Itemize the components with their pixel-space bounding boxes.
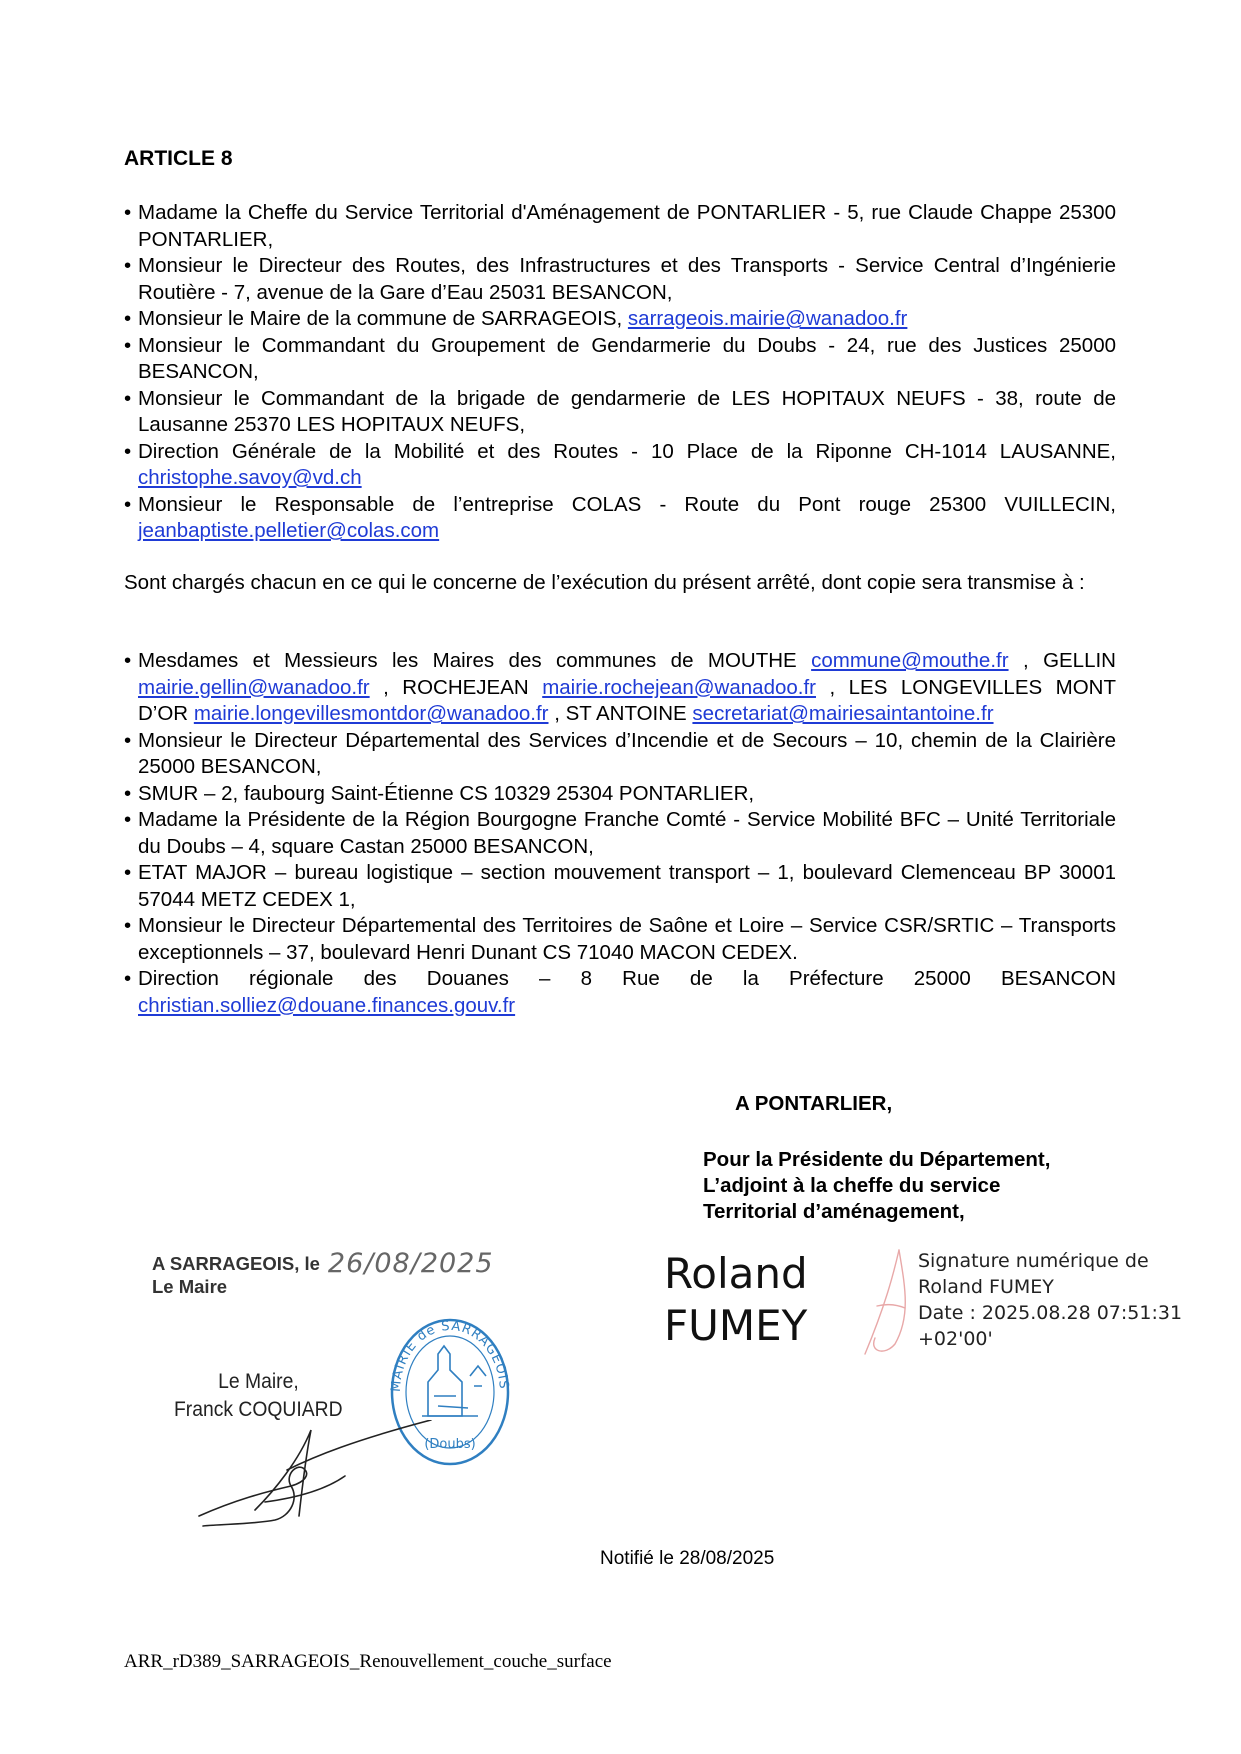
digital-signature-last-name: FUMEY — [664, 1301, 808, 1350]
list-item: • Monsieur le Commandant de la brigade de gendarmerie de LES HOPITAUX NEUFS - 38, route de Lausanne 25370 LES HOPITAUX NEUFS, — [124, 386, 1116, 439]
list-item: • Direction Générale de la Mobilité et des Routes - 10 Place de la Riponne CH-1014 LAUSANNE, christophe.savoy@vd.ch — [124, 439, 1116, 492]
list-item: • Monsieur le Responsable de l’entreprise COLAS - Route du Pont rouge 25300 VUILLECIN, jeanbaptiste.pelletier@colas.com — [124, 492, 1116, 545]
signing-place: A PONTARLIER, — [735, 1092, 893, 1115]
email-link[interactable]: sarrageois.mairie@wanadoo.fr — [627, 307, 908, 330]
list-item: • Monsieur le Directeur Départemental des Territoires de Saône et Loire – Service CSR/SRTIC – Transports exceptionnels – 37, boulevard Henri Dunant CS 71040 MACON CEDEX. — [124, 913, 1116, 966]
stamp-top-text: MAIRIE de SARRAGEOIS — [388, 1318, 512, 1393]
signature-watermark-icon — [855, 1246, 915, 1358]
mayor-signature-block — [174, 1368, 343, 1424]
handwritten-signature — [195, 1420, 435, 1540]
list-item: • Monsieur le Directeur des Routes, des Infrastructures et des Transports - Service Central d’Ingénierie Routière - 7, avenue de la Gare d’Eau 25031 BESANCON, — [124, 253, 1116, 306]
digital-signature-info: Signature numérique de Roland FUMEY Date : 2025.08.28 07:51:31 +02'00' — [918, 1250, 1183, 1350]
stamp-bottom-text: (Doubs) — [424, 1437, 476, 1452]
article-heading: ARTICLE 8 — [124, 147, 233, 170]
mayor-date-line — [152, 1248, 494, 1279]
mayor-signature-title: Le Maire, — [218, 1370, 299, 1393]
notification-date: Notifié le 28/08/2025 — [600, 1548, 775, 1569]
email-link[interactable]: mairie.gellin@wanadoo.fr — [138, 675, 370, 699]
list-item: • Madame la Cheffe du Service Territorial d'Aménagement de PONTARLIER - 5, rue Claude Chappe 25300 PONTARLIER, — [124, 200, 1116, 253]
list-item: • SMUR – 2, faubourg Saint-Étienne CS 10329 25304 PONTARLIER, — [124, 781, 1116, 808]
mayor-signature-name: Franck COQUIARD — [174, 1398, 343, 1421]
list-item: • Direction régionale des Douanes – 8 Rue de la Préfecture 25000 BESANCON christian.solliez@douane.finances.gouv.fr — [124, 966, 1116, 1019]
digital-signature-first-name: Roland — [664, 1249, 808, 1298]
list-item: • Monsieur le Maire de la commune de SARRAGEOIS, sarrageois.mairie@wanadoo.fr — [124, 306, 1116, 333]
copy-recipients-list — [124, 648, 1116, 1019]
signer-line: L’adjoint à la cheffe du service — [703, 1174, 1001, 1197]
signer-block — [703, 1147, 1050, 1225]
list-item: • ETAT MAJOR – bureau logistique – section mouvement transport – 1, boulevard Clemenceau BP 30001 57044 METZ CEDEX 1, — [124, 860, 1116, 913]
footer-reference: ARR_rD389_SARRAGEOIS_Renouvellement_couche_surface — [124, 1651, 612, 1672]
email-link[interactable]: christian.solliez@douane.finances.gouv.fr — [138, 993, 516, 1017]
digital-signature-name — [664, 1248, 808, 1352]
list-item: • Monsieur le Commandant du Groupement de Gendarmerie du Doubs - 24, rue des Justices 25000 BESANCON, — [124, 333, 1116, 386]
recipients-list — [124, 200, 1116, 545]
signer-line: Pour la Présidente du Département, — [703, 1148, 1051, 1171]
mayor-date-prefix: A SARRAGEOIS, le — [152, 1253, 320, 1274]
list-item: • Mesdames et Messieurs les Maires des communes de MOUTHE commune@mouthe.fr , GELLIN mairie.gellin@wanadoo.fr , ROCHEJEAN mairie.rochejean@wanadoo.fr , LES LONGEVILLES MONT D’OR mairie.longevillesmontdor@wanadoo.fr , ST ANTOINE secretariat@mairiesaintantoine.fr — [124, 648, 1116, 728]
email-link[interactable]: christophe.savoy@vd.ch — [138, 466, 362, 489]
handwritten-date: 26/08/2025 — [327, 1248, 494, 1279]
email-link[interactable]: secretariat@mairiesaintantoine.fr — [692, 702, 994, 725]
email-link[interactable]: mairie.longevillesmontdor@wanadoo.fr — [193, 702, 549, 725]
list-item: • Monsieur le Directeur Départemental des Services d’Incendie et de Secours – 10, chemin de la Clairière 25000 BESANCON, — [124, 728, 1116, 781]
email-link[interactable]: commune@mouthe.fr — [811, 649, 1009, 672]
execution-paragraph: Sont chargés chacun en ce qui le concerne de l’exécution du présent arrêté, dont copie sera transmise à : — [124, 571, 1085, 594]
list-item: • Madame la Présidente de la Région Bourgogne Franche Comté - Service Mobilité BFC – Unité Territoriale du Doubs – 4, square Castan 25000 BESANCON, — [124, 807, 1116, 860]
email-link[interactable]: mairie.rochejean@wanadoo.fr — [542, 675, 816, 699]
email-link[interactable]: jeanbaptiste.pelletier@colas.com — [138, 519, 440, 542]
mayor-title: Le Maire — [152, 1276, 228, 1297]
signer-line: Territorial d’aménagement, — [703, 1200, 965, 1223]
